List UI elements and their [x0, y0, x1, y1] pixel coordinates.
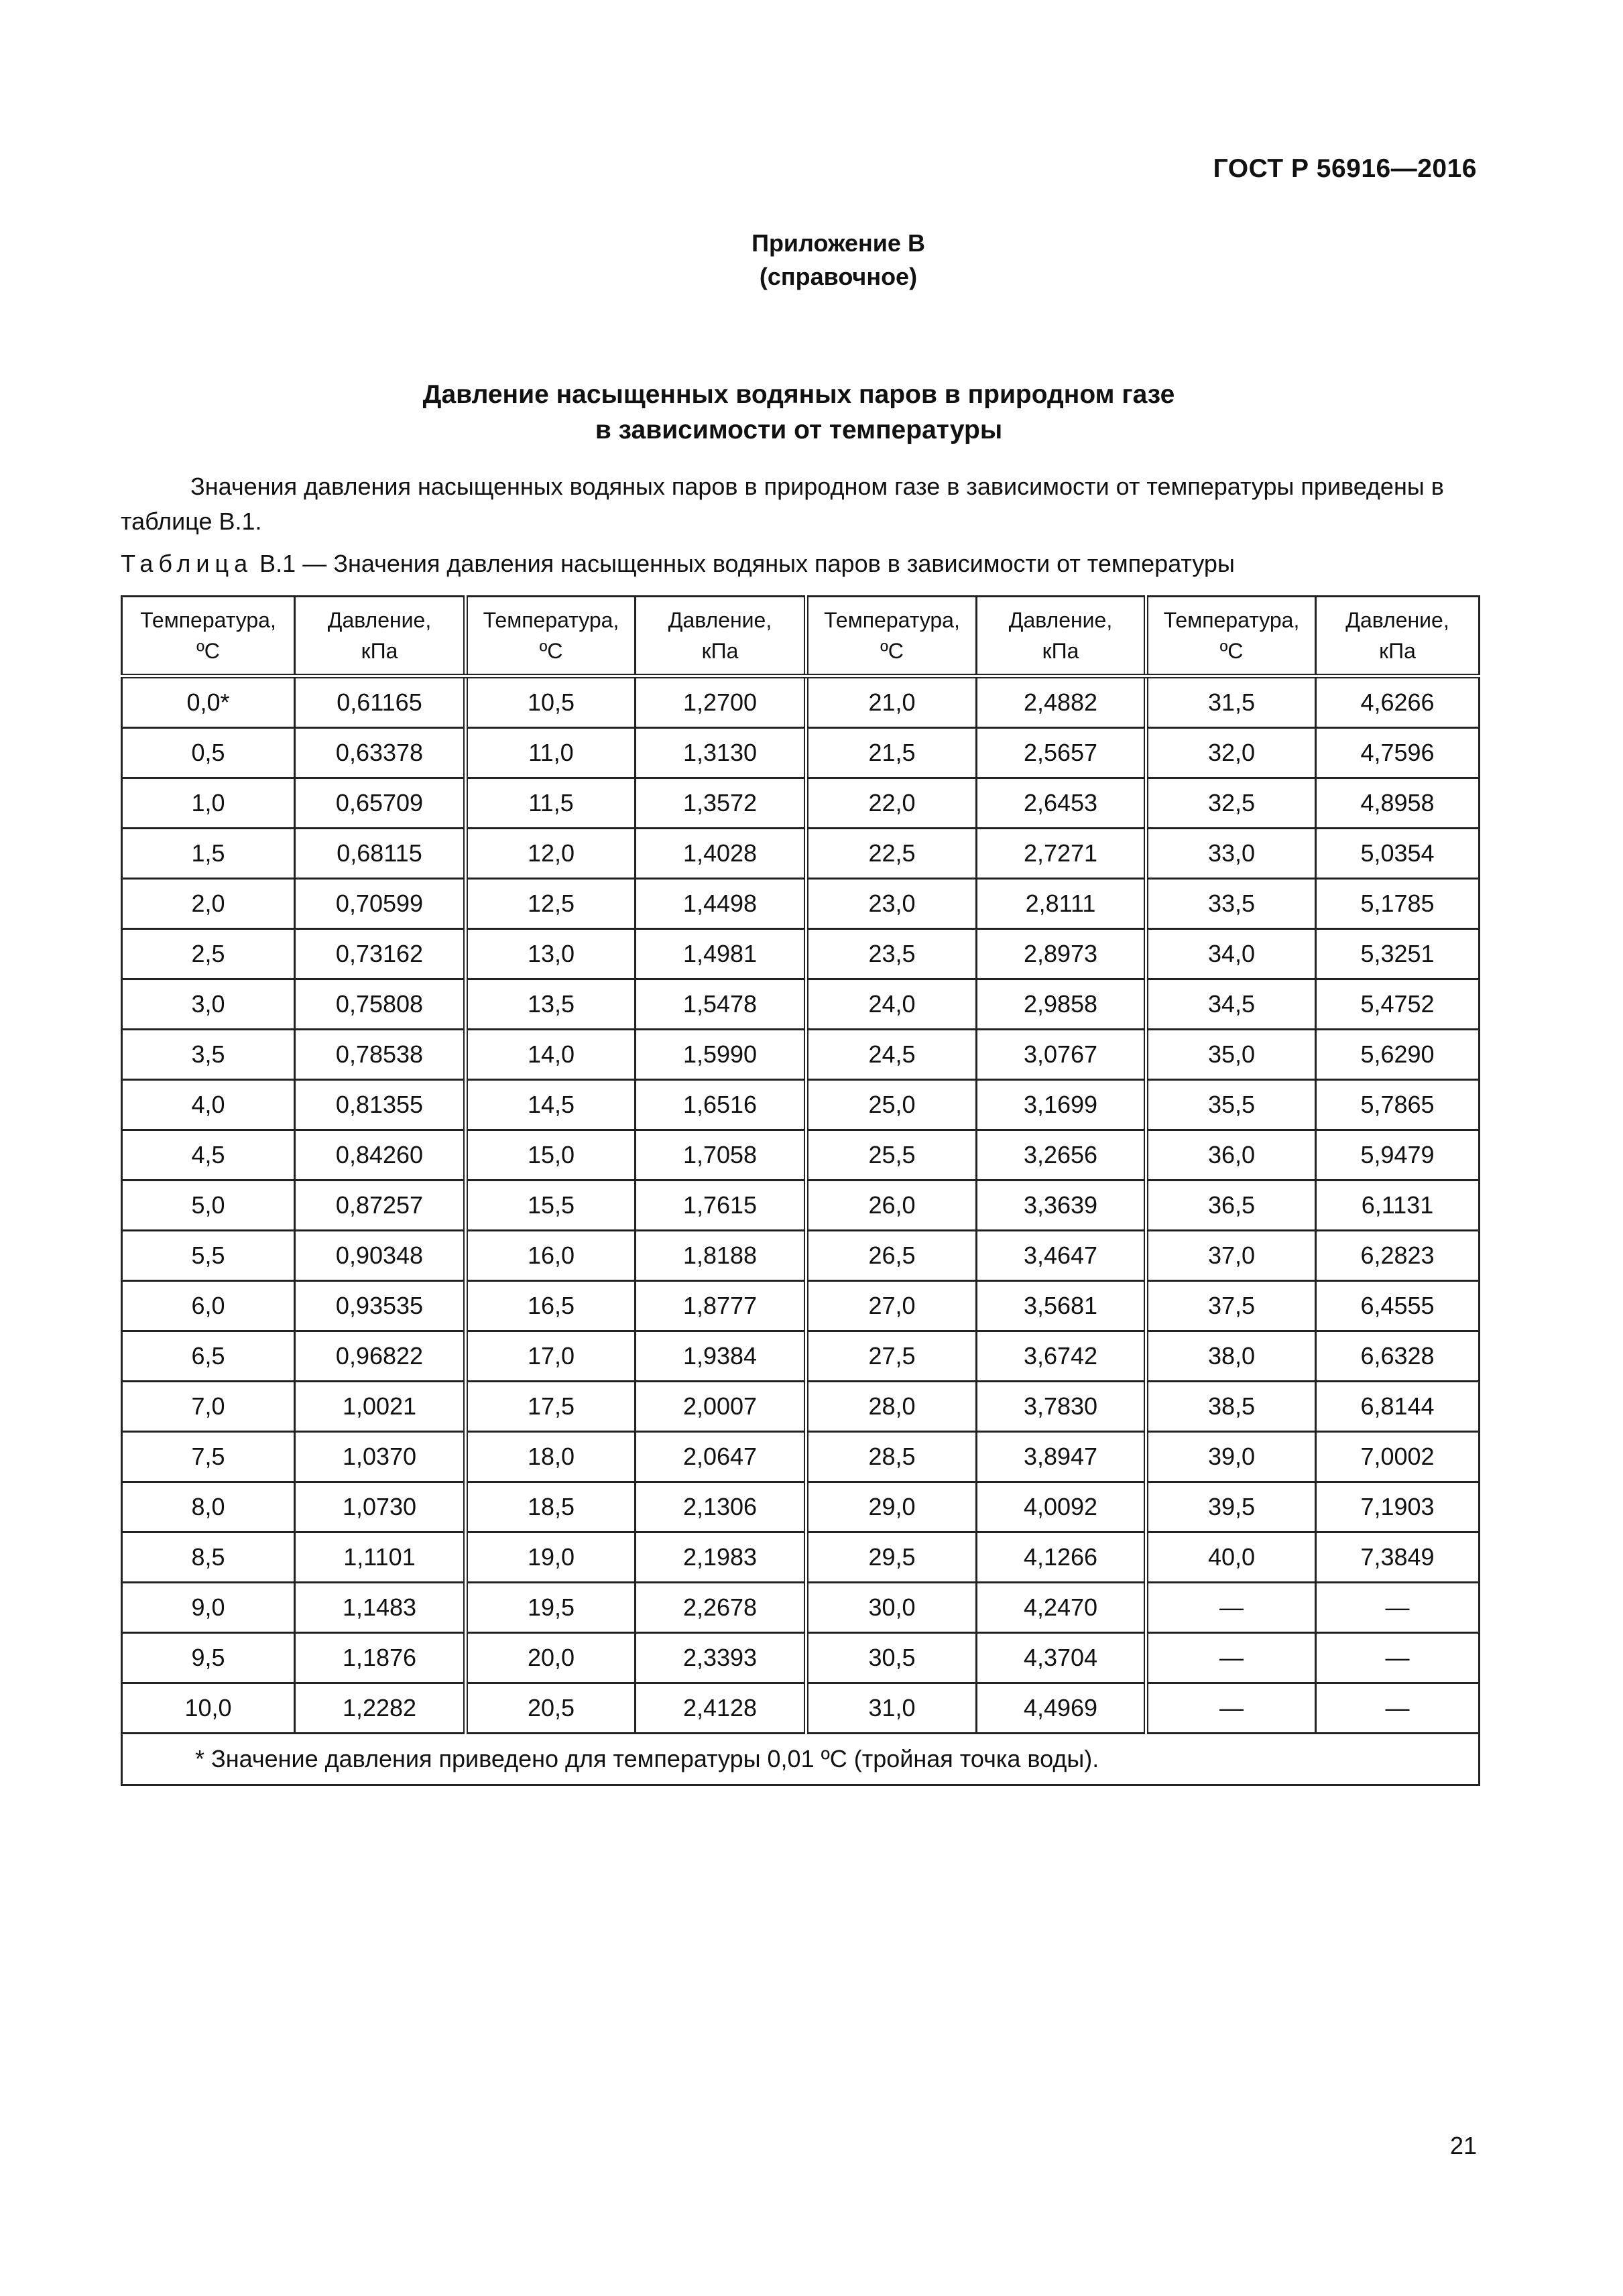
temperature-cell: 22,0 [806, 778, 977, 829]
pressure-cell: 7,1903 [1316, 1482, 1480, 1532]
temperature-cell: 12,5 [466, 879, 636, 929]
pressure-cell: 5,0354 [1316, 829, 1480, 879]
temperature-cell: 36,5 [1146, 1181, 1316, 1231]
pressure-cell: 2,8973 [977, 929, 1146, 979]
pressure-cell: 3,6742 [977, 1331, 1146, 1382]
temperature-cell: 9,0 [122, 1583, 295, 1633]
pressure-cell: 0,68115 [295, 829, 466, 879]
temperature-cell: 14,5 [466, 1080, 636, 1130]
pressure-cell: 1,0730 [295, 1482, 466, 1532]
temperature-cell: 33,0 [1146, 829, 1316, 879]
temperature-cell: 34,0 [1146, 929, 1316, 979]
pressure-cell: 3,2656 [977, 1130, 1146, 1181]
header-pressure [977, 597, 1146, 676]
pressure-cell: 6,1131 [1316, 1181, 1480, 1231]
temperature-cell: 4,0 [122, 1080, 295, 1130]
header-label: Давление, [1345, 608, 1449, 632]
pressure-cell: 2,1306 [636, 1482, 806, 1532]
temperature-cell: — [1146, 1583, 1316, 1633]
pressure-cell: 6,8144 [1316, 1382, 1480, 1432]
header-label: Давление, [327, 608, 432, 632]
table-row [122, 1281, 1480, 1331]
header-unit: ºС [880, 639, 904, 663]
pressure-cell: 4,7596 [1316, 728, 1480, 778]
pressure-cell: 5,4752 [1316, 979, 1480, 1030]
pressure-cell: 0,96822 [295, 1331, 466, 1382]
header-label: Давление, [668, 608, 772, 632]
header-temperature [1146, 597, 1316, 676]
section-title-line-2: в зависимости от температуры [595, 416, 1003, 444]
temperature-cell: 17,0 [466, 1331, 636, 1382]
temperature-cell: 15,5 [466, 1181, 636, 1231]
temperature-cell: 20,5 [466, 1683, 636, 1734]
temperature-cell: 27,5 [806, 1331, 977, 1382]
pressure-cell: 3,1699 [977, 1080, 1146, 1130]
pressure-cell: 2,6453 [977, 778, 1146, 829]
temperature-cell: 31,5 [1146, 676, 1316, 728]
temperature-cell: 37,5 [1146, 1281, 1316, 1331]
pressure-cell: 1,5990 [636, 1030, 806, 1080]
table-row [122, 1331, 1480, 1382]
temperature-cell: 26,0 [806, 1181, 977, 1231]
pressure-cell: 7,0002 [1316, 1432, 1480, 1482]
pressure-cell: 0,75808 [295, 979, 466, 1030]
temperature-cell: 15,0 [466, 1130, 636, 1181]
pressure-cell: 2,7271 [977, 829, 1146, 879]
table-footnote-row [122, 1734, 1480, 1785]
pressure-cell: 2,4128 [636, 1683, 806, 1734]
temperature-cell: 32,0 [1146, 728, 1316, 778]
pressure-cell: 1,7058 [636, 1130, 806, 1181]
temperature-cell: 3,5 [122, 1030, 295, 1080]
table-caption-text: В.1 — Значения давления насыщенных водяных паров в зависимости от температуры [259, 550, 1235, 577]
pressure-cell: 4,6266 [1316, 676, 1480, 728]
pressure-cell: 1,4498 [636, 879, 806, 929]
pressure-cell: 0,61165 [295, 676, 466, 728]
temperature-cell: 13,0 [466, 929, 636, 979]
temperature-cell: 4,5 [122, 1130, 295, 1181]
pressure-cell: 0,90348 [295, 1231, 466, 1281]
pressure-cell: 4,0092 [977, 1482, 1146, 1532]
temperature-cell: 39,0 [1146, 1432, 1316, 1482]
table-row [122, 728, 1480, 778]
table-row [122, 979, 1480, 1030]
temperature-cell: 37,0 [1146, 1231, 1316, 1281]
temperature-cell: 18,0 [466, 1432, 636, 1482]
temperature-cell: 7,5 [122, 1432, 295, 1482]
pressure-cell: 1,1876 [295, 1633, 466, 1683]
table-row [122, 1532, 1480, 1583]
header-unit: кПа [1379, 639, 1416, 663]
header-unit: ºС [1219, 639, 1244, 663]
header-pressure [1316, 597, 1480, 676]
pressure-cell: 1,5478 [636, 979, 806, 1030]
temperature-cell: 0,0* [122, 676, 295, 728]
pressure-cell: 1,1101 [295, 1532, 466, 1583]
pressure-cell: 0,63378 [295, 728, 466, 778]
temperature-cell: 30,0 [806, 1583, 977, 1633]
temperature-cell: 28,0 [806, 1382, 977, 1432]
temperature-cell: 40,0 [1146, 1532, 1316, 1583]
temperature-cell: 5,5 [122, 1231, 295, 1281]
table-row [122, 929, 1480, 979]
pressure-cell: 0,93535 [295, 1281, 466, 1331]
table-row [122, 1683, 1480, 1734]
temperature-cell: 26,5 [806, 1231, 977, 1281]
pressure-cell: 3,0767 [977, 1030, 1146, 1080]
pressure-cell: 5,1785 [1316, 879, 1480, 929]
temperature-cell: 21,5 [806, 728, 977, 778]
temperature-cell: 23,5 [806, 929, 977, 979]
temperature-cell: 31,0 [806, 1683, 977, 1734]
temperature-cell: 11,0 [466, 728, 636, 778]
temperature-cell: — [1146, 1683, 1316, 1734]
table-row [122, 879, 1480, 929]
pressure-cell: 6,4555 [1316, 1281, 1480, 1331]
appendix-label: Приложение В [752, 229, 925, 257]
header-label: Температура, [1163, 608, 1300, 632]
temperature-cell: 16,5 [466, 1281, 636, 1331]
temperature-cell: 2,0 [122, 879, 295, 929]
temperature-cell: 8,5 [122, 1532, 295, 1583]
temperature-cell: 6,5 [122, 1331, 295, 1382]
temperature-cell: 39,5 [1146, 1482, 1316, 1532]
pressure-cell: 1,1483 [295, 1583, 466, 1633]
pressure-cell: 1,3572 [636, 778, 806, 829]
pressure-cell: 0,78538 [295, 1030, 466, 1080]
temperature-cell: 2,5 [122, 929, 295, 979]
temperature-cell: 7,0 [122, 1382, 295, 1432]
pressure-cell: 2,3393 [636, 1633, 806, 1683]
temperature-cell: 1,0 [122, 778, 295, 829]
pressure-cell: 1,8777 [636, 1281, 806, 1331]
pressure-cell: 1,0370 [295, 1432, 466, 1482]
pressure-cell: 0,70599 [295, 879, 466, 929]
table-header-row [122, 597, 1480, 676]
pressure-cell: 2,1983 [636, 1532, 806, 1583]
pressure-cell: 1,2700 [636, 676, 806, 728]
pressure-cell: 3,8947 [977, 1432, 1146, 1482]
header-pressure [295, 597, 466, 676]
temperature-cell: 38,5 [1146, 1382, 1316, 1432]
temperature-cell: 10,5 [466, 676, 636, 728]
temperature-cell: 19,0 [466, 1532, 636, 1583]
header-temperature [122, 597, 295, 676]
temperature-cell: 35,5 [1146, 1080, 1316, 1130]
pressure-table [121, 595, 1480, 1786]
temperature-cell: 9,5 [122, 1633, 295, 1683]
table-row [122, 1633, 1480, 1683]
temperature-cell: 10,0 [122, 1683, 295, 1734]
temperature-cell: 24,0 [806, 979, 977, 1030]
pressure-cell: 3,4647 [977, 1231, 1146, 1281]
temperature-cell: 12,0 [466, 829, 636, 879]
temperature-cell: 22,5 [806, 829, 977, 879]
temperature-cell: — [1146, 1633, 1316, 1683]
header-pressure [636, 597, 806, 676]
table-row [122, 1432, 1480, 1482]
pressure-cell: 6,2823 [1316, 1231, 1480, 1281]
pressure-cell: 4,2470 [977, 1583, 1146, 1633]
header-label: Давление, [1008, 608, 1113, 632]
header-temperature [466, 597, 636, 676]
page-number: 21 [1449, 2132, 1477, 2159]
pressure-cell: 4,8958 [1316, 778, 1480, 829]
table-row [122, 1382, 1480, 1432]
pressure-cell: — [1316, 1583, 1480, 1633]
temperature-cell: 25,0 [806, 1080, 977, 1130]
temperature-cell: 18,5 [466, 1482, 636, 1532]
table-row [122, 829, 1480, 879]
pressure-cell: 2,0007 [636, 1382, 806, 1432]
temperature-cell: 6,0 [122, 1281, 295, 1331]
pressure-cell: 1,0021 [295, 1382, 466, 1432]
table-footnote: * Значение давления приведено для температуры 0,01 ºС (тройная точка воды). [122, 1734, 1480, 1785]
document-standard-number: ГОСТ Р 56916—2016 [1213, 154, 1477, 183]
header-unit: кПа [701, 639, 739, 663]
table-row [122, 676, 1480, 728]
pressure-cell: 5,3251 [1316, 929, 1480, 979]
table-row [122, 778, 1480, 829]
temperature-cell: 29,5 [806, 1532, 977, 1583]
table-row [122, 1231, 1480, 1281]
pressure-cell: 1,4981 [636, 929, 806, 979]
table-row [122, 1030, 1480, 1080]
header-unit: кПа [1042, 639, 1079, 663]
pressure-cell: 3,7830 [977, 1382, 1146, 1432]
pressure-cell: 0,73162 [295, 929, 466, 979]
temperature-cell: 23,0 [806, 879, 977, 929]
pressure-cell: 2,8111 [977, 879, 1146, 929]
appendix-type: (справочное) [759, 263, 918, 290]
temperature-cell: 32,5 [1146, 778, 1316, 829]
pressure-cell: 3,3639 [977, 1181, 1146, 1231]
appendix-heading [0, 227, 1623, 294]
pressure-cell: 5,6290 [1316, 1030, 1480, 1080]
temperature-cell: 0,5 [122, 728, 295, 778]
table-row [122, 1482, 1480, 1532]
header-unit: ºС [539, 639, 563, 663]
table-row [122, 1130, 1480, 1181]
pressure-cell: 2,4882 [977, 676, 1146, 728]
pressure-cell: 1,3130 [636, 728, 806, 778]
temperature-cell: 20,0 [466, 1633, 636, 1683]
pressure-cell: 2,9858 [977, 979, 1146, 1030]
table-row [122, 1181, 1480, 1231]
pressure-cell: 1,8188 [636, 1231, 806, 1281]
pressure-cell: 4,3704 [977, 1633, 1146, 1683]
table-row [122, 1583, 1480, 1633]
temperature-cell: 13,5 [466, 979, 636, 1030]
pressure-cell: 5,7865 [1316, 1080, 1480, 1130]
pressure-cell: 4,1266 [977, 1532, 1146, 1583]
header-temperature [806, 597, 977, 676]
section-title [121, 377, 1477, 448]
section-title-line-1: Давление насыщенных водяных паров в природном газе [422, 380, 1175, 409]
table-caption [121, 550, 1235, 578]
pressure-cell: 1,9384 [636, 1331, 806, 1382]
temperature-cell: 16,0 [466, 1231, 636, 1281]
temperature-cell: 28,5 [806, 1432, 977, 1482]
pressure-cell: 1,7615 [636, 1181, 806, 1231]
temperature-cell: 24,5 [806, 1030, 977, 1080]
header-unit: ºС [196, 639, 220, 663]
temperature-cell: 27,0 [806, 1281, 977, 1331]
temperature-cell: 19,5 [466, 1583, 636, 1633]
pressure-cell: 0,65709 [295, 778, 466, 829]
temperature-cell: 21,0 [806, 676, 977, 728]
temperature-cell: 30,5 [806, 1633, 977, 1683]
pressure-cell: 1,6516 [636, 1080, 806, 1130]
pressure-cell: 1,4028 [636, 829, 806, 879]
temperature-cell: 11,5 [466, 778, 636, 829]
temperature-cell: 5,0 [122, 1181, 295, 1231]
header-label: Температура, [824, 608, 960, 632]
pressure-cell: 1,2282 [295, 1683, 466, 1734]
temperature-cell: 3,0 [122, 979, 295, 1030]
pressure-cell: — [1316, 1633, 1480, 1683]
temperature-cell: 29,0 [806, 1482, 977, 1532]
pressure-cell: 2,5657 [977, 728, 1146, 778]
intro-paragraph: Значения давления насыщенных водяных паров в природном газе в зависимости от температуры приведены в таблице В.1. [121, 473, 1444, 535]
header-unit: кПа [361, 639, 398, 663]
temperature-cell: 36,0 [1146, 1130, 1316, 1181]
temperature-cell: 25,5 [806, 1130, 977, 1181]
pressure-cell: 0,81355 [295, 1080, 466, 1130]
temperature-cell: 38,0 [1146, 1331, 1316, 1382]
pressure-cell: 0,87257 [295, 1181, 466, 1231]
temperature-cell: 8,0 [122, 1482, 295, 1532]
temperature-cell: 35,0 [1146, 1030, 1316, 1080]
temperature-cell: 34,5 [1146, 979, 1316, 1030]
pressure-cell: 6,6328 [1316, 1331, 1480, 1382]
header-label: Температура, [140, 608, 276, 632]
temperature-cell: 1,5 [122, 829, 295, 879]
temperature-cell: 33,5 [1146, 879, 1316, 929]
pressure-cell: 5,9479 [1316, 1130, 1480, 1181]
pressure-cell: 3,5681 [977, 1281, 1146, 1331]
pressure-cell: — [1316, 1683, 1480, 1734]
temperature-cell: 14,0 [466, 1030, 636, 1080]
pressure-cell: 4,4969 [977, 1683, 1146, 1734]
temperature-cell: 17,5 [466, 1382, 636, 1432]
pressure-cell: 0,84260 [295, 1130, 466, 1181]
pressure-cell: 7,3849 [1316, 1532, 1480, 1583]
table-row [122, 1080, 1480, 1130]
header-label: Температура, [483, 608, 619, 632]
table-caption-prefix: Таблица [121, 550, 253, 577]
pressure-cell: 2,0647 [636, 1432, 806, 1482]
pressure-cell: 2,2678 [636, 1583, 806, 1633]
